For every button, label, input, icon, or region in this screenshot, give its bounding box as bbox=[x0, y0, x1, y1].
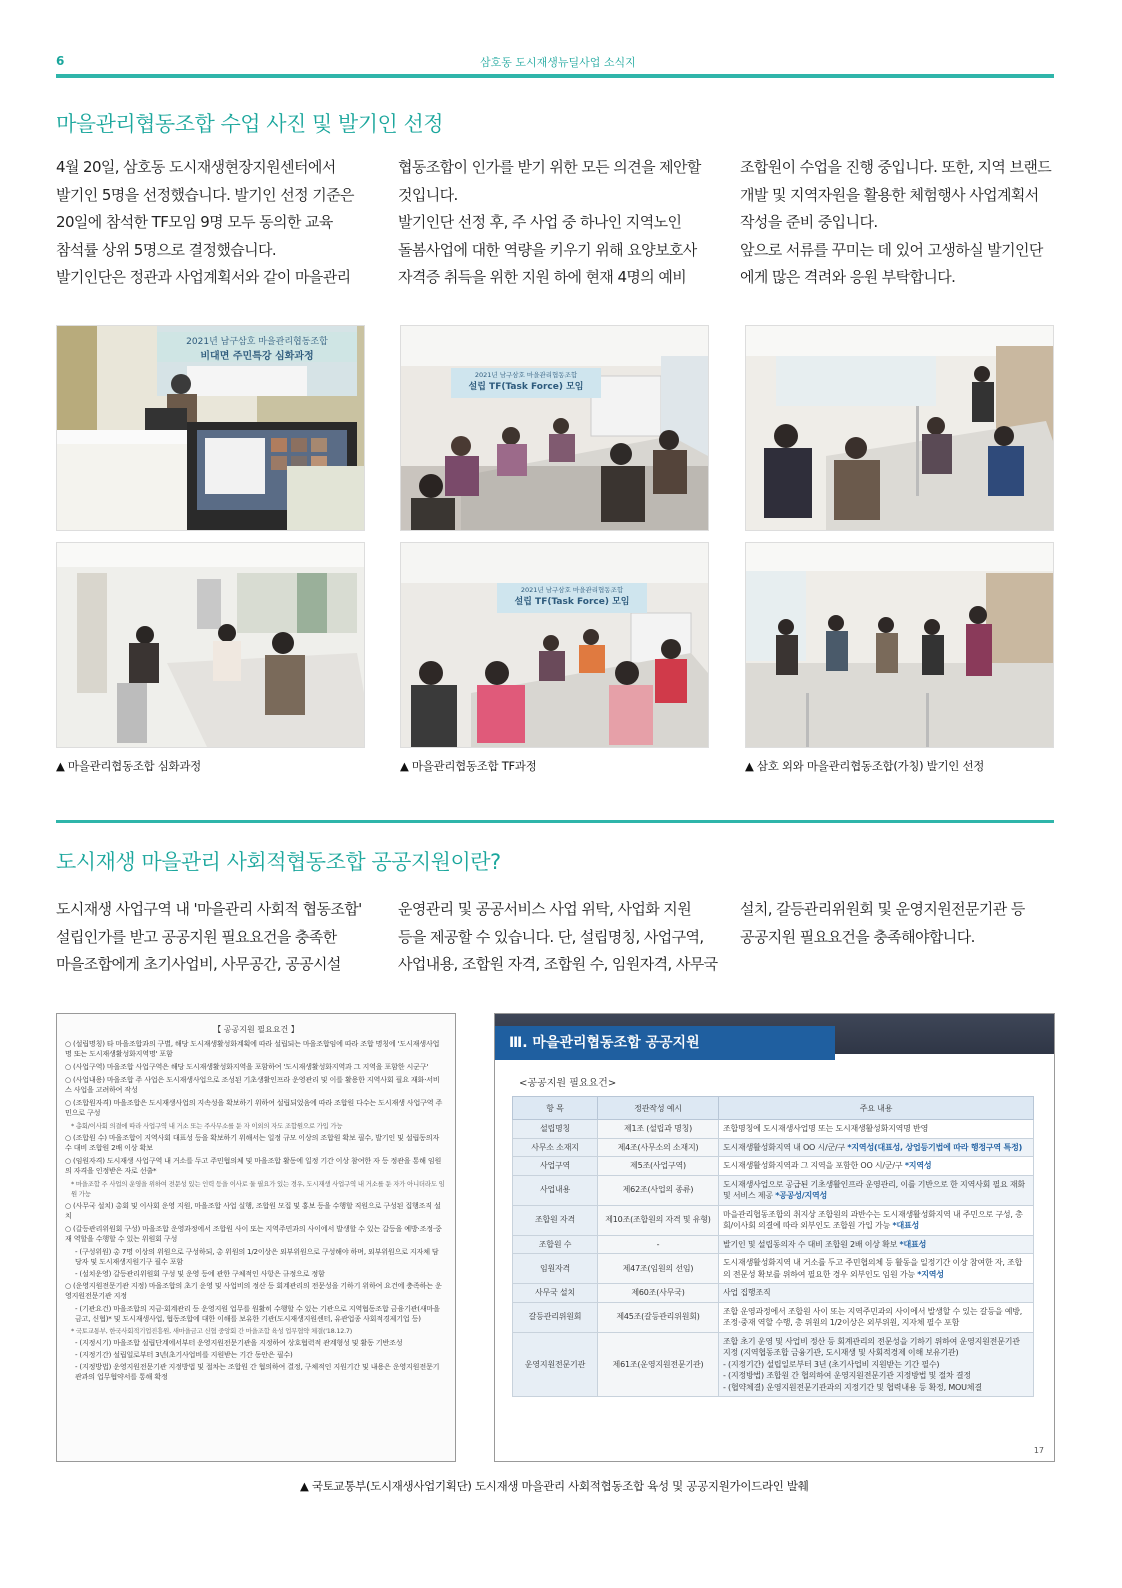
photo-online-lecture-2 bbox=[56, 542, 365, 748]
requirement-sub: - (지정시기) 마을조합 설립단계에서부터 운영지원전문기관을 지정하여 상호협력적 관계형성 및 활동 기반조성 bbox=[75, 1338, 403, 1347]
section2-column-1 bbox=[56, 896, 376, 979]
requirements-title: 【 공공지원 필요요건 】 bbox=[213, 1025, 299, 1034]
text-line: 발기인단 선정 후, 주 사업 중 하나인 지역노인 bbox=[398, 213, 682, 231]
text-line: 앞으로 서류를 꾸미는 데 있어 고생하실 발기인단 bbox=[740, 240, 1043, 259]
row-content bbox=[719, 1284, 1034, 1303]
row-content bbox=[719, 1332, 1034, 1397]
row-item: 사무국 설치 bbox=[513, 1284, 598, 1303]
section1-column-1 bbox=[56, 154, 376, 292]
table-row bbox=[513, 1302, 1034, 1332]
row-content-highlight: *지역성(대표성, 상업등기법에 따라 행정구역 특정) bbox=[847, 1142, 1023, 1152]
photo-tf-meeting-1 bbox=[400, 325, 709, 531]
row-content-text: 도시재생활성화지역과 그 지역을 포함한 OO 시/군/구 bbox=[723, 1161, 905, 1170]
table-row bbox=[513, 1284, 1034, 1303]
text-line: 발기인단은 정관과 사업계획서와 같이 마을관리 bbox=[56, 268, 351, 286]
row-content-highlight: *지역성 bbox=[904, 1161, 932, 1170]
banner-line-2: 설립 TF(Task Force) 모임 bbox=[514, 597, 630, 607]
banner-line-1: 2021년 남구삼호 마을관리협동조합 bbox=[474, 371, 578, 379]
row-item: 임원자격 bbox=[513, 1254, 598, 1284]
text-line: 참석률 상위 5명으로 결정했습니다. bbox=[56, 240, 277, 259]
row-item: 사업구역 bbox=[513, 1157, 598, 1176]
row-content-text: 도시재생활성화지역 내 거소를 두고 주민협의체 등 활동을 일정기간 이상 참여한 자, 조합의 전문성 확보를 위하여 필요한 경우 외부인도 임원 가능 bbox=[723, 1258, 1023, 1279]
section1-column-2 bbox=[398, 154, 718, 292]
column-header-example: 정관작성 예시 bbox=[598, 1097, 719, 1120]
row-content-text: 사업 집행조직 bbox=[723, 1288, 771, 1297]
text-line: 공공지원 필요요건을 충족해야합니다. bbox=[740, 927, 975, 946]
text-line: 사업내용, 조합원 자격, 조합원 수, 임원자격, 사무국 bbox=[398, 955, 718, 973]
requirement-item: ○ (설립명칭) 타 마을조합과의 구별, 해당 도시재생활성화계획에 따라 설립되는 마을조합임에 따라 조합 명칭에 '도시재생사업명 또는 도시재생활성화지역명' 포함 bbox=[65, 1039, 440, 1058]
text-line: 에게 많은 격려와 응원 부탁합니다. bbox=[740, 268, 956, 286]
banner-line-1: 2021년 남구삼호 마을관리협동조합 bbox=[520, 586, 624, 594]
section-rule bbox=[56, 820, 1054, 823]
row-example: 제62조(사업의 종류) bbox=[598, 1175, 719, 1205]
requirements-list bbox=[65, 1039, 445, 1382]
requirement-sub: - (설치운영) 갈등관리위원회 구성 및 운영 등에 관한 구체적인 사항은 규정으로 정함 bbox=[75, 1269, 325, 1278]
excerpt-page-number: 17 bbox=[1033, 1446, 1044, 1455]
row-content-text: 조합 운영과정에서 조합원 사이 또는 지역주민과의 사이에서 발생할 수 있는 갈등을 예방, 조정·중재 역할 수행, 총 위원의 1/2이상은 외부위원, 지자체 필수 포함 bbox=[723, 1306, 1023, 1327]
row-example: 제10조(조합원의 자격 및 유형) bbox=[598, 1205, 719, 1235]
row-content-highlight: *공공성/지역성 bbox=[775, 1191, 828, 1200]
text-line: 개발 및 지역자원을 활용한 체험행사 사업계획서 bbox=[740, 185, 1039, 204]
requirements-table bbox=[512, 1096, 1034, 1397]
table-row bbox=[513, 1254, 1034, 1284]
public-support-table-excerpt bbox=[494, 1013, 1055, 1462]
row-item: 운영지원전문기관 bbox=[513, 1332, 598, 1397]
table-row bbox=[513, 1205, 1034, 1235]
requirement-sub: - (구성위원) 총 7명 이상의 위원으로 구성하되, 총 위원의 1/2이상은 외부위원으로 구성해야 하며, 외부위원으로 지자체 담당자 및 도시재생지원기구 필수 포함 bbox=[75, 1247, 439, 1266]
photo-caption-3: ▲ 삼호 외와 마을관리협동조합(가칭) 발기인 선정 bbox=[745, 759, 985, 773]
row-example: 제5조(사업구역) bbox=[598, 1157, 719, 1176]
row-item: 설립명칭 bbox=[513, 1120, 598, 1139]
row-content bbox=[719, 1157, 1034, 1176]
text-line: 마을조합에게 초기사업비, 사무공간, 공공시설 bbox=[56, 955, 341, 973]
photo-caption-2: ▲ 마을관리협동조합 TF과정 bbox=[400, 759, 537, 773]
row-item: 조합원 자격 bbox=[513, 1205, 598, 1235]
text-line: 돌봄사업에 대한 역량을 키우기 위해 요양보호사 bbox=[398, 240, 697, 259]
requirement-sub: - (기관요건) 마을조합의 지금·회계관리 등 운영지원 업무를 원활히 수행할 수 있는 기관으로 지역협동조합 금융기관(새마을금고, 신협)* 및 도시재생사업, 협동조합에 대한 이해를 보유한 기관(도시재생지원센터, 유관업종 사회적경제기업 등) bbox=[75, 1304, 440, 1323]
source-caption: ▲ 국토교통부(도시재생사업기획단) 도시재생 마을관리 사회적협동조합 육성 및 공공지원가이드라인 발췌 bbox=[300, 1479, 809, 1493]
text-line: 조합원이 수업을 진행 중입니다. 또한, 지역 브랜드 bbox=[740, 158, 1052, 176]
column-header-content: 주요 내용 bbox=[719, 1097, 1034, 1120]
table-row bbox=[513, 1157, 1034, 1176]
banner bbox=[497, 583, 647, 613]
table-section-title: Ⅲ. 마을관리협동조합 공공지원 bbox=[495, 1026, 835, 1060]
photo-tf-meeting-2-image bbox=[401, 543, 708, 747]
row-example: 제45조(갈등관리위원회) bbox=[598, 1302, 719, 1332]
requirement-note: * 총회/이사회 의결에 따라 사업구역 내 거소 또는 주사무소를 둔 자 이외의 자도 조합원으로 가입 가능 bbox=[71, 1122, 343, 1130]
text-line: 4월 20일, 삼호동 도시재생현장지원센터에서 bbox=[56, 158, 336, 176]
requirement-sub: - (지정기간) 설립일로부터 3년(초기사업비를 지원받는 기간 동안은 필수) bbox=[75, 1350, 293, 1359]
row-content bbox=[719, 1175, 1034, 1205]
text-line: 설립인가를 받고 공공지원 필요요건을 충족한 bbox=[56, 927, 337, 946]
table-row bbox=[513, 1235, 1034, 1254]
row-content-highlight: *지역성 bbox=[917, 1269, 944, 1279]
photo-founder-meeting-2-image bbox=[746, 543, 1053, 747]
photo-founder-meeting-2 bbox=[745, 542, 1054, 748]
banner bbox=[451, 368, 601, 398]
row-example: 제47조(임원의 선임) bbox=[598, 1254, 719, 1284]
requirement-item: ○ (사업구역) 마을조합 사업구역은 해당 도시재생활성화지역을 포함하여 '도시재생활성화지역과 그 지역을 포함한 시군구' bbox=[65, 1062, 429, 1071]
requirements-document-excerpt bbox=[56, 1013, 456, 1462]
row-content-text: 마을관리협동조합의 취지상 조합원의 과반수는 도시재생활성화지역 내 주민으로 구성, 총회/이사회 의결에 따라 외부인도 조합원 가입 가능 bbox=[723, 1209, 1023, 1230]
text-line: 등을 제공할 수 있습니다. 단, 설립명칭, 사업구역, bbox=[398, 927, 704, 946]
table-row bbox=[513, 1332, 1034, 1397]
text-line: 것입니다. bbox=[398, 185, 458, 204]
banner-line-2: 설립 TF(Task Force) 모임 bbox=[468, 382, 584, 392]
requirement-item: ○ (사무국 설치) 총회 및 이사회 운영 지원, 마을조합 사업 실행, 조합원 모집 및 홍보 등을 수행할 직원으로 구성된 집행조직 설치 bbox=[65, 1201, 441, 1220]
section1-title: 마을관리협동조합 수업 사진 및 발기인 선정 bbox=[56, 112, 444, 136]
photo-online-lecture-2-image bbox=[57, 543, 364, 747]
row-content-text: 조합명칭에 도시재생사업명 또는 도시재생활성화지역명 반영 bbox=[723, 1124, 929, 1133]
text-line: 자격증 취득을 위한 지원 하에 현재 4명의 예비 bbox=[398, 268, 687, 286]
photo-tf-meeting-2 bbox=[400, 542, 709, 748]
requirement-item: ○ (갈등관리위원회 구성) 마을조합 운영과정에서 조합원 사이 또는 지역주민과의 사이에서 발생할 수 있는 갈등을 예방·조정·중재 역할을 수행할 수 있는 위원회 구성 bbox=[65, 1224, 442, 1243]
text-line: 20일에 참석한 TF모임 9명 모두 동의한 교육 bbox=[56, 213, 333, 231]
photo-tf-meeting-1-image bbox=[401, 326, 708, 530]
banner bbox=[157, 332, 357, 362]
row-example: 제4조(사무소의 소재지) bbox=[598, 1138, 719, 1157]
row-content bbox=[719, 1138, 1034, 1157]
row-content bbox=[719, 1254, 1034, 1284]
row-content-text: 발기인 및 설립동의자 수 대비 조합원 2배 이상 확보 bbox=[723, 1239, 900, 1249]
text-line: 도시재생 사업구역 내 '마을관리 사회적 협동조합' bbox=[56, 900, 362, 918]
section2-title: 도시재생 마을관리 사회적협동조합 공공지원이란? bbox=[56, 850, 501, 874]
page-number: 6 bbox=[56, 54, 65, 68]
photo-online-lecture bbox=[56, 325, 365, 531]
section1-column-3 bbox=[740, 154, 1060, 292]
row-example: 제1조 (설립과 명칭) bbox=[598, 1120, 719, 1139]
table-header-row bbox=[513, 1097, 1034, 1120]
row-content bbox=[719, 1205, 1034, 1235]
row-content-highlight: *대표성 bbox=[899, 1239, 927, 1249]
requirement-item: ○ (조합원자격) 마을조합은 도시재생사업의 지속성을 확보하기 위하여 설립되었음에 따라 조합원 다수는 도시재생 사업구역 주민으로 구성 bbox=[65, 1098, 443, 1117]
text-line: 운영관리 및 공공서비스 사업 위탁, 사업화 지원 bbox=[398, 900, 692, 918]
row-content bbox=[719, 1302, 1034, 1332]
row-content bbox=[719, 1120, 1034, 1139]
row-content-highlight: *대표성 bbox=[892, 1221, 920, 1230]
row-content-text: 도시재생사업으로 공급된 기초생활인프라 운영관리, 이를 기반으로 한 지역사회 필요 재화 및 서비스 제공 bbox=[723, 1179, 1025, 1200]
row-example: 제61조(운영지원전문기관) bbox=[598, 1332, 719, 1397]
section2-column-2 bbox=[398, 896, 718, 979]
requirement-item: ○ (운영지원전문기관 지정) 마을조합의 초기 운영 및 사업비의 정산 등 회계관리의 전문성을 기하기 위하여 요건에 충족하는 운영지원전문기관 지정 bbox=[65, 1281, 442, 1300]
table-subtitle: <공공지원 필요요건> bbox=[519, 1078, 617, 1089]
text-line: 발기인 5명을 선정했습니다. 발기인 선정 기준은 bbox=[56, 185, 354, 204]
banner-line-1: 2021년 남구삼호 마을관리협동조합 bbox=[186, 337, 328, 347]
table-row bbox=[513, 1120, 1034, 1139]
row-item: 사무소 소재지 bbox=[513, 1138, 598, 1157]
requirement-item: ○ (사업내용) 마을조합 주 사업은 도시재생사업으로 조성된 기초생활인프라 운영관리 및 이를 활용한 지역사회 필요 재화·서비스 사업을 고려하여 작성 bbox=[65, 1075, 440, 1094]
requirement-note: * 마을조합 주 사업의 운영을 위하여 전문성 있는 인력 등을 이사로 둘 필요가 있는 경우, 도시재생 사업구역 내 거소를 둔 자가 아니더라도 임원 가능 bbox=[71, 1180, 445, 1198]
row-content-text: 도시재생활성화지역 내 OO 시/군/구 bbox=[723, 1142, 848, 1152]
newsletter-title: 삼호동 도시재생뉴딜사업 소식지 bbox=[480, 56, 636, 69]
requirement-note: * 국토교통부, 한국사회적기업진흥원, 새마을금고 신협 중앙회 간 마을조합 육성 업무협약 체결('18.12.7) bbox=[71, 1327, 353, 1335]
table-row bbox=[513, 1138, 1034, 1157]
requirement-item: ○ (조합원 수) 마을조합이 지역사회 대표성 등을 확보하기 위해서는 일정 규모 이상의 조합원 확보 필수, 발기인 및 설립동의자 수 대비 조합원 2배 이상 확보 bbox=[65, 1133, 440, 1152]
requirement-sub: - (지정방법) 운영지원전문기관 지정방법 및 절차는 조합원 간 협의하여 결정, 구체적인 지원기간 및 내용은 운영지원전문기관과의 업무협약서를 통해 확정 bbox=[75, 1362, 440, 1381]
banner-line-2: 비대면 주민특강 심화과정 bbox=[200, 351, 314, 362]
text-line: 설치, 갈등관리위원회 및 운영지원전문기관 등 bbox=[740, 900, 1025, 918]
requirement-item: ○ (임원자격) 도시재생 사업구역 내 거소를 두고 주민협의체 및 마을조합 활동에 일정 기간 이상 참여한 자 등 정관을 통해 임원의 자격을 인정받은 자로 선출* bbox=[65, 1156, 442, 1175]
photo-caption-1: ▲ 마을관리협동조합 심화과정 bbox=[56, 759, 201, 773]
photo-founder-meeting-1-image bbox=[746, 326, 1053, 530]
text-line: 작성을 준비 중입니다. bbox=[740, 213, 878, 231]
row-item: 사업내용 bbox=[513, 1175, 598, 1205]
column-header-item: 항 목 bbox=[513, 1097, 598, 1120]
row-example: - bbox=[598, 1235, 719, 1254]
table-row bbox=[513, 1175, 1034, 1205]
photo-founder-meeting-1 bbox=[745, 325, 1054, 531]
row-item: 갈등관리위원회 bbox=[513, 1302, 598, 1332]
text-line: 협동조합이 인가를 받기 위한 모든 의견을 제안할 bbox=[398, 158, 701, 176]
row-example: 제60조(사무국) bbox=[598, 1284, 719, 1303]
row-content-text: 조합 초기 운영 및 사업비 정산 등 회계관리의 전문성을 기하기 위하여 운영지원전문기관 지정 (지역협동조합 금융기관, 도시재생 및 사회적경제 이해 보유기관) - (지정기간) 설립일로부터 3년 (초기사업비 지원받는 기간 필수) - (지정방법) 조합원 간 협의하여 운영지원전문기관 지정방법 및 절차 결정 - (협약체결) 운영지원전문기관과의 지정기간 및 협력내용 등 확정, MOU체결 bbox=[723, 1336, 1020, 1392]
section2-column-3 bbox=[740, 896, 1060, 951]
row-item: 조합원 수 bbox=[513, 1235, 598, 1254]
row-content bbox=[719, 1235, 1034, 1254]
header-rule bbox=[56, 74, 1054, 78]
